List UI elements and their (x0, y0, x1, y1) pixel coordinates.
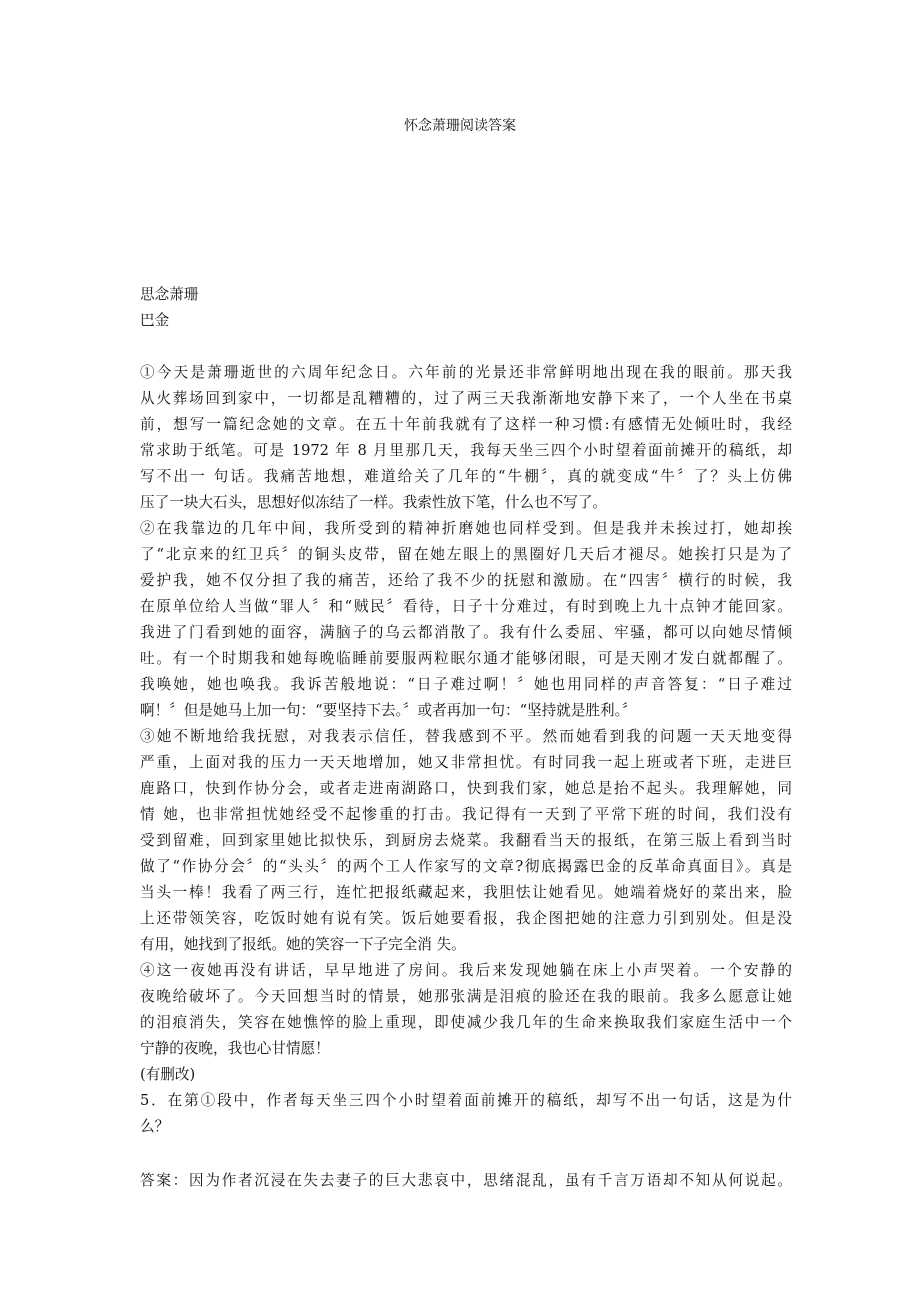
paragraph-line: 上还带领笑容，吃饭时她有说有笑。饭后她要看报，我企图把她的注意力引到别处。但是没 (140, 910, 792, 927)
paragraph-line: ②在我靠边的几年中间，我所受到的精神折磨她也同样受到。但是我并未挨过打，她却挨 (140, 520, 792, 537)
paragraph-line: 受到留难，回到家里她比拟快乐，到厨房去烧菜。我翻看当天的报纸，在第三版上看到当时 (140, 832, 792, 849)
paragraph-line: 夜晚给破坏了。今天回想当时的情景，她那张满是泪痕的脸还在我的眼前。我多么愿意让她 (140, 988, 792, 1005)
answer-text: 答案：因为作者沉浸在失去妻子的巨大悲哀中，思绪混乱，虽有千言万语却不知从何说起。 (140, 1172, 792, 1189)
essay-author: 巴金 (140, 312, 170, 329)
essay-title: 思念萧珊 (140, 286, 199, 303)
paragraph-line: 前，想写一篇纪念她的文章。在五十年前我就有了这样一种习惯:有感情无处倾吐时，我经 (140, 416, 792, 433)
paragraph-line: 我进了门看到她的面容，满脑子的乌云都消散了。我有什么委屈、牢骚，都可以向她尽情倾 (140, 624, 792, 641)
edit-note: (有删改) (140, 1066, 196, 1083)
paragraph-line: ③她不断地给我抚慰，对我表示信任，替我感到不平。然而她看到我的问题一天天地变得 (140, 728, 792, 745)
paragraph-2 (140, 516, 792, 724)
paragraph-line: 情 她，也非常担忧她经受不起惨重的打击。我记得有一天到了平常下班的时间，我们没有 (140, 806, 792, 823)
paragraph-3 (140, 724, 792, 958)
paragraph-line: ④这一夜她再没有讲话，早早地进了房间。我后来发现她躺在床上小声哭着。一个安静的 (140, 962, 792, 979)
paragraph-line: 做了“作协分会〞的“头头〞的两个工人作家写的文章?彻底揭露巴金的反革命真面目》。真是 (140, 858, 792, 875)
paragraph-line: 鹿路口，快到作协分会，或者走进南湖路口，快到我们家，她总是抬不起头。我理解她，同 (140, 780, 792, 797)
paragraph-line: 当头一棒！我看了两三行，连忙把报纸藏起来，我胆怯让她看见。她端着烧好的菜出来，脸 (140, 884, 792, 901)
question-line: 么？ (140, 1118, 170, 1135)
question-5 (140, 1088, 792, 1140)
document-body (140, 282, 792, 1194)
paragraph-line: 啊！〞但是她马上加一句：“要坚持下去。〞或者再加一句：“坚持就是胜利。〞 (140, 702, 637, 719)
paragraph-line: 爱护我，她不仅分担了我的痛苦，还给了我不少的抚慰和激励。在“四害〞横行的时候，我 (140, 572, 792, 589)
paragraph-line: 吐。有一个时期我和她每晚临睡前要服两粒眠尔通才能够闭眼，可是天刚才发白就都醒了。 (140, 650, 792, 667)
paragraph-line: 的泪痕消失，笑容在她憔悴的脸上重现，即使减少我几年的生命来换取我们家庭生活中一个 (140, 1014, 792, 1031)
paragraph-line: 有用，她找到了报纸。她的笑容一下子完全消 失。 (140, 936, 466, 953)
paragraph-4 (140, 958, 792, 1062)
paragraph-line: 写不出一 句话。我痛苦地想，难道给关了几年的“牛棚〞，真的就变成“牛〞了？头上仿佛 (140, 468, 792, 485)
paragraph-line: 我唤她，她也唤我。我诉苦般地说：“日子难过啊！〞她也用同样的声音答复：“日子难过 (140, 676, 792, 693)
paragraph-line: 压了一块大石头，思想好似冻结了一样。我索性放下笔，什么也不写了。 (140, 494, 608, 511)
paragraph-line: 在原单位给人当做“罪人〞和“贼民〞看待，日子十分难过，有时到晚上九十点钟才能回家。 (140, 598, 792, 615)
paragraph-line: 了“北京来的红卫兵〞的铜头皮带，留在她左眼上的黑圈好几天后才褪尽。她挨打只是为了 (140, 546, 792, 563)
paragraph-line: 从火葬场回到家中，一切都是乱糟糟的，过了两三天我渐渐地安静下来了，一个人坐在书桌 (140, 390, 792, 407)
paragraph-line: 严重，上面对我的压力一天天地增加，她又非常担忧。有时同我一起上班或者下班，走进巨 (140, 754, 792, 771)
paragraph-line: 宁静的夜晚，我也心甘情愿！ (140, 1040, 330, 1057)
paragraph-line: 常求助于纸笔。可是 1972 年 8 月里那几天，我每天坐三四个小时望着面前摊开的稿纸，却 (140, 442, 792, 459)
question-line: 5．在第①段中，作者每天坐三四个小时望着面前摊开的稿纸，却写不出一句话，这是为什 (140, 1092, 792, 1109)
page-title: 怀念萧珊阅读答案 (404, 118, 516, 134)
paragraph-line: ①今天是萧珊逝世的六周年纪念日。六年前的光景还非常鲜明地出现在我的眼前。那天我 (140, 364, 792, 381)
paragraph-1 (140, 360, 792, 516)
